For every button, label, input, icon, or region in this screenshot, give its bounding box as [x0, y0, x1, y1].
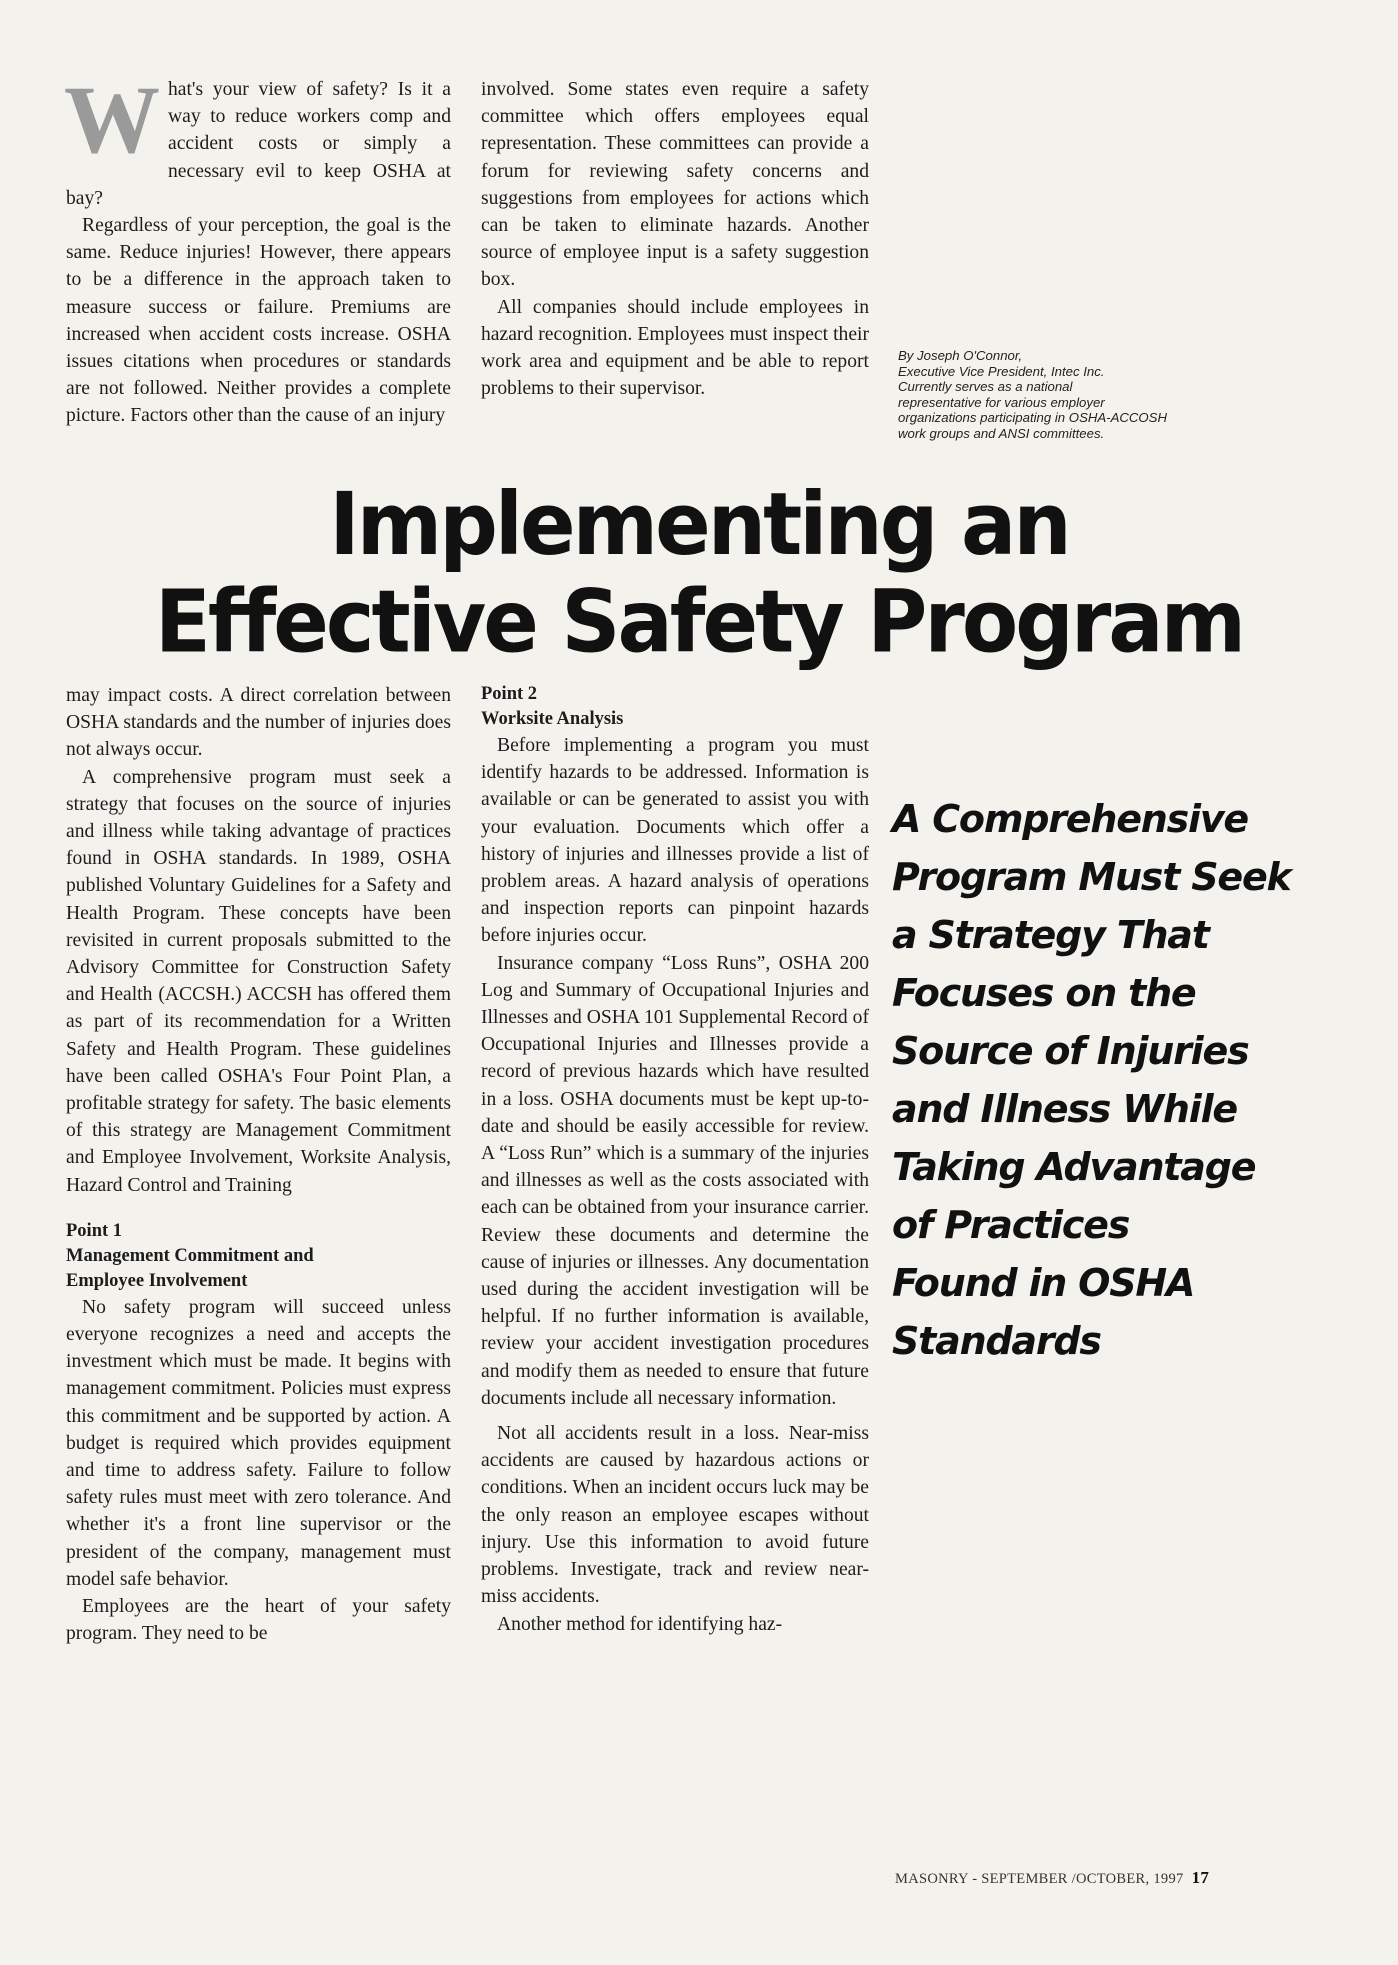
- body-column-1: [66, 682, 451, 1648]
- body-paragraph: Before implementing a program you must identify hazards to be addressed. Information is available or can be generated to assist you with your evaluation. Documents which offer a history of injuries and illnesses provide a list of problem areas. A hazard analysis of operations and inspection reports can pinpoint hazards before injuries occur.: [481, 735, 869, 947]
- body-column-2: [481, 682, 869, 1638]
- body-paragraph: A comprehensive program must seek a strategy that focuses on the source of injuries and illness while taking advantage of practices found in OSHA standards. In 1989, OSHA published Voluntary Guidelines for a Safety and Health Program. These concepts have been revisited in current proposals submitted to the Advisory Committee for Construction Safety and Health (ACCSH.) ACCSH has offered them as part of its recommendation for a Written Safety and Health Program. These guidelines have been called OSHA's Four Point Plan, a profitable strategy for safety. The basic elements of this strategy are Management Commitment and Employee Involvement, Worksite Analysis, Hazard Control and Training: [66, 766, 451, 1196]
- headline-line-2: Effective Safety Program: [154, 571, 1244, 673]
- point-2-heading: Point 2 Worksite Analysis: [481, 684, 624, 729]
- page-footer: [895, 1868, 1209, 1888]
- article-headline: [0, 476, 1398, 671]
- body-paragraph: Insurance company “Loss Runs”, OSHA 200 Log and Summary of Occupational Injuries and Illnesses and OSHA 101 Supplemental Record of Occupational Injuries and Illnesses provide a record of previous hazards which have resulted in a loss. OSHA documents must be kept up-to-date and should be easily accessible for review. A “Loss Run” which is a summary of the injuries and illnesses as well as the costs associated with each can be obtained from your insurance carrier. Review these documents and determine the cause of injuries or illnesses. Any documentation used during the accident investigation will be helpful. If no further information is available, review your accident investigation procedures and modify them as needed to ensure that future documents include all necessary information.: [481, 952, 870, 1409]
- intro-paragraph-3: involved. Some states even require a safety committee which offers employees equal representation. These committees can provide a forum for reviewing safety concerns and suggestions from employees for actions which can be taken to eliminate hazards. Another source of employee input is a safety suggestion box.: [481, 79, 869, 291]
- point-1-heading: Point 1 Management Commitment and Employee Involvement: [66, 1220, 314, 1291]
- drop-cap: W: [64, 66, 160, 173]
- page-number: 17: [1191, 1868, 1210, 1887]
- publication-info: MASONRY - SEPTEMBER /OCTOBER, 1997: [895, 1871, 1184, 1887]
- body-paragraph: No safety program will succeed unless everyone recognizes a need and accepts the investment which must be made. It begins with management commitment. Policies must express this commitment and be supported by action. A budget is required which provides equipment and time to address safety. Failure to follow safety rules must meet with zero tolerance. And whether it's a front line supervisor or the president of the company, management must model safe behavior.: [66, 1296, 451, 1590]
- body-paragraph: may impact costs. A direct correlation between OSHA standards and the number of injuries does not always occur.: [66, 685, 451, 761]
- headline-line-1: Implementing an: [329, 474, 1069, 576]
- body-paragraph: Employees are the heart of your safety program. They need to be: [66, 1596, 451, 1645]
- intro-column-1: [64, 66, 451, 430]
- intro-column-2: [481, 76, 869, 402]
- body-paragraph: Another method for identifying haz-: [497, 1613, 783, 1635]
- intro-paragraph-4: All companies should include employees in hazard recognition. Employees must inspect their work area and equipment and be able to report problems to their supervisor.: [481, 296, 869, 400]
- body-paragraph: Not all accidents result in a loss. Near-miss accidents are caused by hazardous actions or conditions. When an incident occurs luck may be the only reason an employee escapes without injury. Use this information to avoid future problems. Investigate, track and review near-miss accidents.: [481, 1423, 869, 1608]
- intro-paragraph-2: Regardless of your perception, the goal is the same. Reduce injuries! However, there appears to be a difference in the approach taken to measure success or failure. Premiums are increased when accident costs increase. OSHA issues citations when procedures or standards are not followed. Neither provides a complete picture. Factors other than the cause of an injury: [66, 215, 451, 427]
- pull-quote: A Comprehensive Program Must Seek a Strategy That Focuses on the Source of Injuries and Illness While Taking Advantage of Practices Found in OSHA Standards: [892, 797, 1291, 1363]
- intro-paragraph-1: What's your view of safety? Is it a way to reduce workers comp and accident costs or simply a necessary evil to keep OSHA at bay?: [64, 66, 451, 209]
- author-byline: By Joseph O'Connor, Executive Vice President, Intec Inc. Currently serves as a national representative for various employer organizations participating in OSHA-ACCOSH work groups and ANSI committees.: [898, 348, 1167, 441]
